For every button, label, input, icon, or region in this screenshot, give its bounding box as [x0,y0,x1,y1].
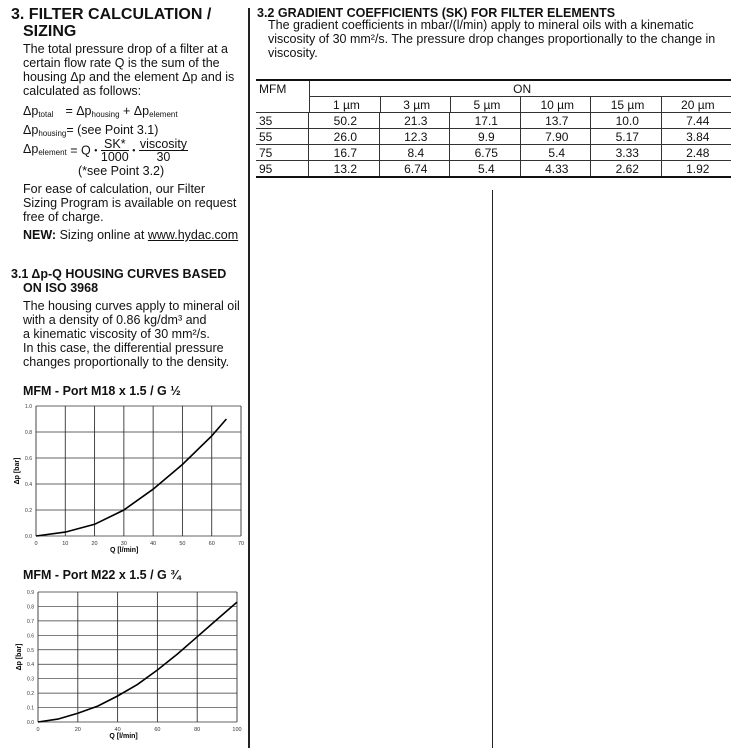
table-cell: 1.92 [661,161,731,177]
y-tick-label: 0.1 [27,705,34,712]
section-31-title: 3.1 Δp-Q HOUSING CURVES BASED ON ISO 3968 [11,267,227,295]
series-line [38,602,237,722]
x-tick-label: 40 [114,727,121,733]
y-tick-label: 0.7 [27,618,34,625]
section-3-ease-text: For ease of calculation, our Filter Sizing Program is available on request free of charge. [23,182,237,224]
x-tick-label: 60 [154,727,161,733]
x-tick-label: 10 [62,541,69,547]
x-tick-label: 30 [120,541,127,547]
column-divider-middle [492,190,493,748]
y-tick-label: 0.0 [27,720,34,726]
table-subheader-0: 1 µm [310,97,380,113]
table-cell: 6.75 [450,145,520,161]
table-cell: 13.2 [309,161,379,177]
y-tick-label: 0.2 [27,691,34,698]
x-tick-label: 80 [194,727,201,733]
table-subheader-5: 20 µm [661,97,731,113]
x-tick-label: 60 [208,541,215,547]
table-row-label: 35 [259,113,273,128]
equation-housing: $\Delta p_{housing}= (see$ Point 3.1) [23,123,159,138]
x-tick-label: 70 [237,541,245,547]
y-axis-label: Δp [bar] [14,457,21,485]
table-cell: 2.62 [591,161,661,177]
series-line [36,419,226,536]
table-row-label: 55 [259,129,273,144]
gradient-coefficients-table [256,79,731,178]
y-tick-label: 0.9 [27,590,34,596]
x-axis-label: Q [l/min] [109,547,139,554]
y-tick-label: 0.8 [25,430,32,436]
table-cell: 5.17 [591,129,661,145]
section-3-intro: The total pressure drop of a filter at a certain flow rate Q is the sum of the housing Δp and the element Δp and is calculated as follows: [23,42,235,98]
table-cell: 5.4 [450,161,520,177]
table-cell: 6.74 [379,161,449,177]
table-subheader-3: 10 µm [521,97,591,113]
y-tick-label: 0.4 [27,662,34,669]
table-subheader-2: 5 µm [450,97,520,113]
y-tick-label: 0.4 [25,482,32,488]
table-row-label: 95 [259,161,273,176]
table-cell: 3.33 [591,145,661,161]
table-cell: 10.0 [591,113,661,129]
table-cell: 16.7 [309,145,379,161]
table-cell: 13.7 [520,113,590,129]
equation-total: $\Delta p_{total} = \Delta p_{housing} + \Delta p_{element}$ [23,104,178,119]
y-tick-label: 1.0 [25,404,32,410]
y-tick-label: 0.3 [27,676,34,683]
table-cell: 21.3 [379,113,449,129]
table-cell: 2.48 [661,145,731,161]
table-cell: 7.90 [520,129,590,145]
table-cell: 12.3 [379,129,449,145]
x-tick-label: 50 [179,541,186,547]
table-header-on: ON [310,81,731,97]
y-tick-label: 0.6 [25,456,32,462]
chart-m18 [8,400,248,560]
x-tick-label: 20 [91,541,98,547]
y-tick-label: 0.8 [27,604,34,611]
table-cell: 7.44 [661,113,731,129]
table-subheader-4: 15 µm [591,97,661,113]
chart-2-title: MFM - Port M22 x 1.5 / G ¾ [23,568,181,582]
section-3-title: 3. FILTER CALCULATION / SIZING [11,6,212,40]
table-cell: 26.0 [309,129,379,145]
y-tick-label: 0.5 [27,647,34,654]
column-divider-left [248,8,250,748]
table-cell: 5.4 [520,145,590,161]
x-tick-label: 20 [74,727,81,733]
section-31-body: The housing curves apply to mineral oil with a density of 0.86 kg/dm³ and a kinematic viscosity of 30 mm²/s. In this case, the differential pressure changes proportionally to the density. [23,299,240,369]
table-subheader-1: 3 µm [380,97,450,113]
y-tick-label: 0.6 [27,633,34,640]
table-cell: 50.2 [309,113,379,129]
x-tick-label: 0 [36,727,40,733]
table-cell: 4.33 [520,161,590,177]
table-cell: 17.1 [450,113,520,129]
table-row [256,129,731,145]
new-sizing-line: NEW: Sizing online at www.hydac.com [23,228,239,242]
table-row [256,113,731,129]
table-cell: 8.4 [379,145,449,161]
x-tick-label: 0 [34,541,38,547]
x-tick-label: 40 [150,541,157,547]
y-tick-label: 0.2 [25,508,32,514]
table-cell: 3.84 [661,129,731,145]
section-32-body: The gradient coefficients in mbar/(l/min) apply to mineral oils with a kinematic viscosity of 30 mm²/s. The pressure drop changes proportionally to the change in viscosity. [268,18,716,60]
y-tick-label: 0.0 [25,534,32,540]
equation-element: $\Delta p_{element} = Q$ • $\frac{SK*}{1000}$ • $\frac{\text{viscosity}}{30}$ [23,137,188,164]
table-row [256,145,731,161]
chart-1-title: MFM - Port M18 x 1.5 / G ½ [23,384,181,398]
x-axis-label: Q [l/min] [109,733,138,740]
chart-m22 [8,586,248,748]
hydac-link[interactable]: www.hydac.com [147,228,239,242]
table-cell: 9.9 [450,129,520,145]
section-32-title: 3.2 GRADIENT COEFFICIENTS (SK) FOR FILTER ELEMENTS [257,6,616,20]
y-axis-label: Δp [bar] [16,643,23,671]
footnote-see-point: (*see Point 3.2) [78,164,165,178]
x-tick-label: 100 [232,727,242,733]
table-row [256,161,731,177]
table-row-label: 75 [259,145,273,160]
table-header-mfm: MFM [259,81,287,96]
